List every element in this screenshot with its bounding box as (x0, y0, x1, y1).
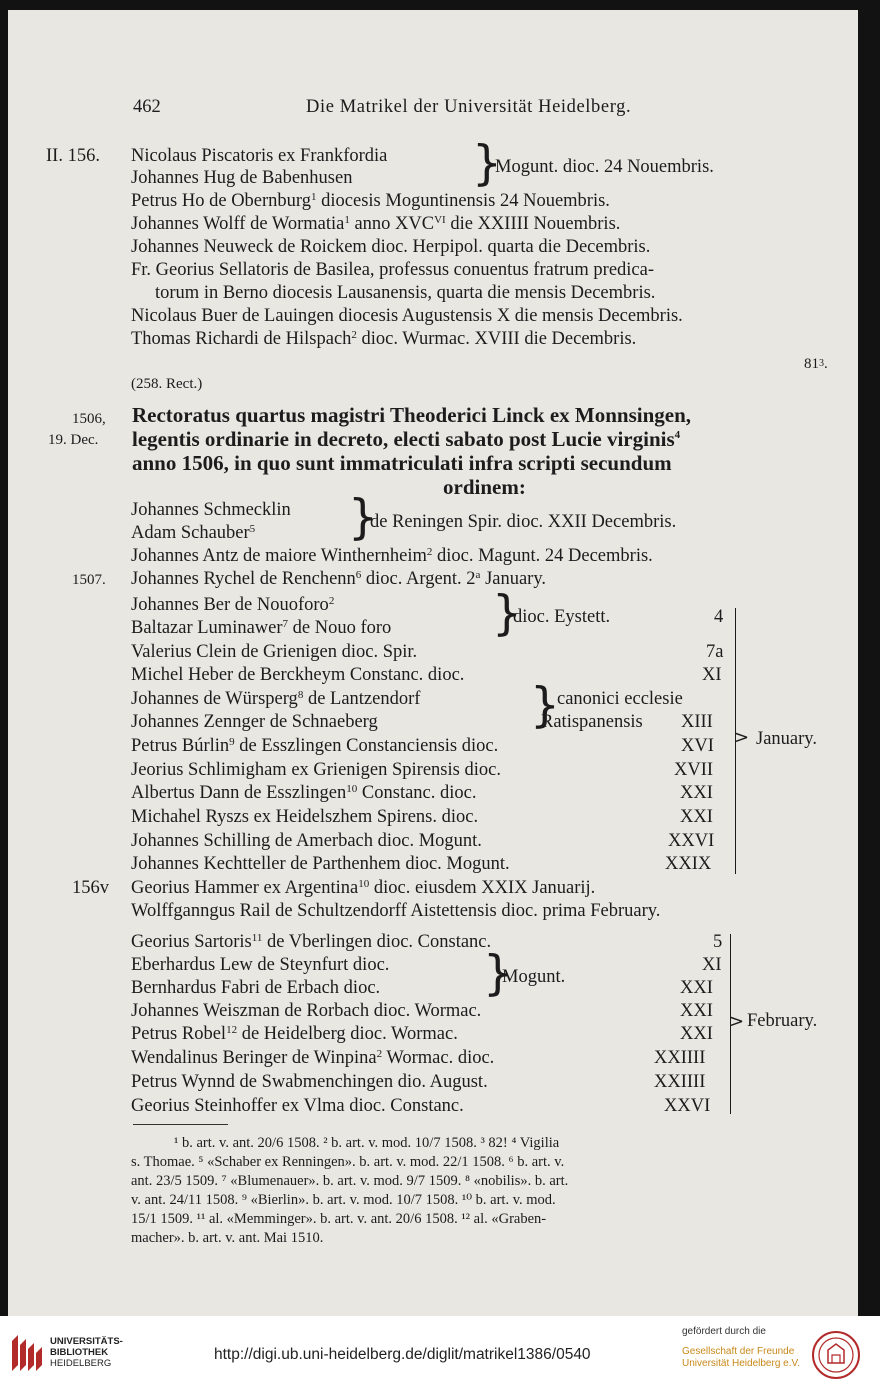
university-seal-icon (811, 1330, 861, 1380)
day-number: XXI (680, 978, 713, 998)
entry-line: Petrus Wynnd de Swabmenchingen dio. August. (131, 1072, 488, 1092)
day-number: XXI (680, 1024, 713, 1044)
margin-folio: II. 156. (46, 146, 100, 166)
brace-icon: } (492, 586, 522, 641)
entry-line: Petrus Ho de Obernburg$^1$ diocesis Moguntinensis 24 Nouembris. (131, 191, 610, 211)
entry-line: Johannes Kechtteller de Parthenhem dioc. Mogunt. (131, 854, 510, 874)
funded-by-label: gefördert durch die (682, 1326, 766, 1337)
entry-line: Johannes Zennger de Schnaeberg (131, 712, 378, 732)
month-label: January. (756, 729, 817, 749)
entry-line: Georius Sartoris$^{11}$ de Vberlingen dioc. Constanc. (131, 932, 492, 952)
footnote-line: macher». b. art. v. ant. Mai 1510. (131, 1230, 324, 1246)
day-number: 4 (714, 607, 724, 627)
entry-line: Adam Schauber$^5$ (131, 523, 256, 543)
viewer-footer (0, 1316, 880, 1390)
month-label: February. (747, 1011, 818, 1031)
footnote-line: s. Thomae. ⁵ «Schaber ex Renningen». b. art. v. mod. 22/1 1508. ⁶ b. art. v. (131, 1154, 565, 1170)
day-number: XXVI (668, 831, 715, 851)
rector-heading: ordinem: (443, 475, 526, 499)
day-number: XXI (680, 1001, 713, 1021)
entry-line: Georius Steinhoffer ex Vlma dioc. Constanc. (131, 1096, 464, 1116)
entry-line: Baltazar Luminawer$^7$ de Nouo foro (131, 618, 392, 638)
brace-point-icon: > (729, 1011, 745, 1032)
margin-date: 19. Dec. (48, 432, 99, 448)
margin-year: 1507. (72, 572, 106, 588)
entry-line: Wolffganngus Rail de Schultzendorff Aistettensis dioc. prima February. (131, 901, 661, 921)
day-number: XVI (681, 736, 714, 756)
running-title: Die Matrikel der Universität Heidelberg. (306, 97, 632, 117)
page-number: 462 (133, 97, 161, 117)
rector-heading: Rectoratus quartus magistri Theoderici Linck ex Monnsingen, (132, 403, 692, 427)
entry-count: $81^3$. (804, 356, 828, 372)
entry-line: Petrus Robel$^{12}$ de Heidelberg dioc. Wormac. (131, 1024, 458, 1044)
day-number: XXI (680, 783, 713, 803)
entry-line: de Reningen Spir. dioc. XXII Decembris. (370, 512, 677, 532)
footnote-line: ant. 23/5 1509. ⁷ «Blumenauer». b. art. v. mod. 9/7 1509. ⁸ «nobilis». b. art. (131, 1173, 569, 1189)
entry-line: Petrus Búrlin$^9$ de Esszlingen Constanciensis dioc. (131, 736, 499, 756)
entry-line: Nicolaus Piscatoris ex Frankfordia (131, 146, 388, 166)
entry-line: Mogunt. (502, 967, 566, 987)
entry-line: Mogunt. dioc. 24 Nouembris. (495, 157, 714, 177)
day-number: XXVI (664, 1096, 711, 1116)
entry-line: Wendalinus Beringer de Winpina$^2$ Wormac. dioc. (131, 1048, 495, 1068)
entry-line: Johannes Schmecklin (131, 500, 291, 520)
entry-line: Valerius Clein de Grienigen dioc. Spir. (131, 642, 418, 662)
footnote-line: ¹ b. art. v. ant. 20/6 1508. ² b. art. v. mod. 10/7 1508. ³ 82! ⁴ Vigilia (174, 1135, 560, 1151)
entry-line: Johannes Ber de Nouoforo$^2$ (131, 595, 335, 615)
entry-line: Michel Heber de Berckheym Constanc. dioc. (131, 665, 465, 685)
footnote-line: v. ant. 24/11 1508. ⁹ «Bierlin». b. art. v. mod. 10/7 1508. ¹⁰ b. art. v. mod. (131, 1192, 556, 1208)
day-number: XXIX (665, 854, 712, 874)
entry-line: torum in Berno diocesis Lausanensis, quarta die mensis Decembris. (155, 283, 656, 303)
entry-line: Johannes Rychel de Renchenn$^6$ dioc. Argent. 2$^a$ January. (131, 569, 547, 589)
entry-line: Johannes Neuweck de Roickem dioc. Herpipol. quarta die Decembris. (131, 237, 651, 257)
brace-icon: } (472, 136, 502, 191)
entry-line: Jeorius Schlimigham ex Grienigen Spirensis dioc. (131, 760, 501, 780)
entry-line: Ratispanensis (541, 712, 643, 732)
day-number: XI (702, 665, 722, 685)
entry-line: Johannes Hug de Babenhusen (131, 168, 353, 188)
entry-line: dioc. Eystett. (513, 607, 611, 627)
day-number: XXIIII (654, 1072, 706, 1092)
society-name: Gesellschaft der Freunde Universität Heidelberg e.V. (682, 1346, 801, 1369)
rector-heading: anno 1506, in quo sunt immatriculati infra scripti secundum (132, 451, 672, 475)
brace-icon: } (530, 678, 560, 733)
entry-line: canonici ecclesie (557, 689, 683, 709)
entry-line: Johannes Antz de maiore Winthernheim$^2$ dioc. Magunt. 24 Decembris. (131, 546, 653, 566)
day-number: XIII (681, 712, 713, 732)
library-name: UNIVERSITÄTS- BIBLIOTHEK HEIDELBERG (50, 1336, 123, 1369)
day-number: XXIIII (654, 1048, 706, 1068)
entry-line: Eberhardus Lew de Steynfurt dioc. (131, 955, 390, 975)
day-number: XVII (674, 760, 714, 780)
day-number: XXI (680, 807, 713, 827)
entry-line: Fr. Georius Sellatoris de Basilea, professus conuentus fratrum predica- (131, 260, 655, 280)
day-number: 5 (713, 932, 723, 952)
permalink-url[interactable]: http://digi.ub.uni-heidelberg.de/diglit/matrikel1386/0540 (214, 1346, 591, 1363)
rector-number: (258. Rect.) (131, 376, 203, 392)
brace-icon: } (483, 946, 513, 1001)
footnote-rule (133, 1124, 228, 1125)
margin-date: 1506, (72, 411, 106, 427)
entry-line: Johannes Wolff de Wormatia$^1$ anno $XVC^{VI}$ die XXIIII Nouembris. (131, 214, 621, 234)
entry-line: Michahel Ryszs ex Heidelszhem Spirens. dioc. (131, 807, 479, 827)
entry-line: Georius Hammer ex Argentina$^{10}$ dioc. eiusdem XXIX Januarij. (131, 878, 596, 898)
entry-line: Albertus Dann de Esszlingen$^{10}$ Constanc. dioc. (131, 783, 477, 803)
entry-line: Johannes de Würsperg$^8$ de Lantzendorf (131, 689, 421, 709)
footnote-line: 15/1 1509. ¹¹ al. «Memminger». b. art. v. ant. 20/6 1508. ¹² al. «Graben- (131, 1211, 547, 1227)
brace-icon: } (348, 490, 378, 545)
rector-heading: legentis ordinarie in decreto, electi sabato post Lucie virginis$^4$ (132, 427, 681, 451)
entry-line: Thomas Richardi de Hilspach$^2$ dioc. Wurmac. XVIII die Decembris. (131, 329, 637, 349)
margin-folio: 156v (72, 878, 109, 898)
entry-line: Johannes Weiszman de Rorbach dioc. Wormac. (131, 1001, 482, 1021)
entry-line: Bernhardus Fabri de Erbach dioc. (131, 978, 381, 998)
day-number: XI (702, 955, 722, 975)
entry-line: Nicolaus Buer de Lauingen diocesis Augustensis X die mensis Decembris. (131, 306, 683, 326)
scanned-page (8, 10, 858, 1316)
brace-point-icon: > (734, 727, 750, 748)
university-library-logo-icon (8, 1331, 44, 1373)
day-number: 7a (706, 642, 724, 662)
entry-line: Johannes Schilling de Amerbach dioc. Mogunt. (131, 831, 482, 851)
